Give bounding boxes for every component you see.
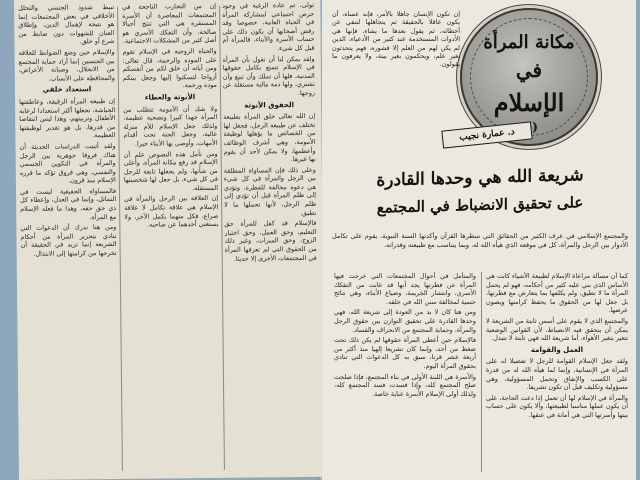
headline-line-2: على تحقيق الانضباط في المجتمع: [376, 193, 584, 217]
left-column-2: [122, 2, 221, 475]
paragraph: تولى، ثم عادة الرغبة في وجود حرص اجتماعي لمشاركة المرأة في الحياة العامة، خصوصا وقد رفض أصحابها أن يكون ذلك على حساب الأسرة والأبناء، فالمرأة أم قبل كل شيء.: [222, 0, 315, 53]
subheading: الأنوثة والعطاء: [144, 93, 196, 102]
paragraph: كما أن مسألة مراعاة الإسلام لطبيعة الأشياء كانت هي الأساس الذي بني عليه كثير من أحكامه، فهو لم يحمل المرأة ما لا تطيق، ولم يكلفها بما يتعارض مع فطرتها، بل جعل لها من الحقوق ما يحفظ كرامتها ويصون عرضها.: [486, 272, 628, 315]
right-page: [322, 0, 636, 480]
paragraph: والمجتمع الذي لا يقوم على أسس ثابتة من الشريعة لا يمكن أن يتحقق فيه الانضباط، لأن القوانين الوضعية تتغير بتغير الأهواء، أما شريعة الله فهي ثابتة لا تتبدل.: [486, 316, 628, 343]
paragraph: والمتأمل في أحوال المجتمعات التي خرجت فيها المرأة عن فطرتها يجد أنها قد عانت من التفكك الأسري، وانتشار الجريمة، وضياع الأبناء، وهي نتائج حتمية لمخالفة سنن الله في خلقه.: [334, 272, 476, 306]
paragraph: ولا شك أن الأمومة تتطلب من المرأة جهدا كبيرا وتضحية عظيمة، ولذلك جعل الإسلام للأم منزلة عالية، وجعل الجنة تحت أقدام الأمهات، وأوصى بها الأبناء خيرا.: [123, 104, 218, 148]
intro-text: إن تكون الإنسان جاهلا بالأمر، فإنه عساه، أن يكون عاقلا بالحقيقة ثم يتجاهلها لتنفي عن أخطائه، ثم يقول بعدها ما يشاء، فإنها هي الأدوات المستخدمة عند كثير من الأدعياء، الذين لم يكن لهم من العلم إلا قشوره، فهم يتحدثون بغير علم، ويحكمون بغير بينة، ولا يعرفون ما يقولون.: [332, 10, 460, 69]
paragraph: ولقد أثبتت الدراسات الحديثة أن هناك فروقا جوهرية بين الرجل والمرأة في التكوين الجسمي والنفسي، وهي فروق تؤكد ما قرره الإسلام منذ قرون.: [19, 141, 116, 185]
emblem-title-line: في: [515, 58, 543, 82]
paragraph: تبيط شذوذ الجنسي والتحلل الأخلاقي في بعض المجتمعات إنما هو نتيجة لإهمال الدين، وإطلاق العنان للشهوات دون ضابط من شرع أو خلق.: [18, 2, 115, 46]
lead-paragraph: والمجتمع الإسلامي في عرف الكثير من الحقائق التي سطرها القرآن وأكدتها السنة النبوية، يقوم على تكامل الأدوار بين الرجل والمرأة، كل في موقعه الذي هيأه الله له، وبما يتناسب مع طبيعته وقدراته.: [332, 232, 628, 249]
paragraph: إن الله تعالى خلق المرأة بطبيعة تختلف عن طبيعة الرجل، فجعل لها من الخصائص ما يؤهلها لوظيفة الأمومة، وهي أشرف الوظائف وأعظمها، ولا يمكن لأحد أن يقوم بها غيرها.: [223, 111, 316, 164]
subheading: الحقوق الأنوثة: [244, 100, 294, 110]
author-byline: د. عمارة نجيب: [441, 121, 532, 148]
subheading: استعداد خلقي: [42, 85, 92, 95]
subheading: العمل والقوامة: [530, 345, 584, 354]
headline-line-1: شريعة الله هي وحدها القادرة: [376, 165, 584, 191]
paragraph: ولقد جعل الإسلام القوامة للرجل لا تفضيلا له على المرأة في الإنسانية، وإنما لما هيأه الله له من قدرة على الكسب والإنفاق وتحمل المسؤولية، وهي مسؤولية وتكليف قبل أن تكون تشريفا.: [486, 357, 628, 392]
paragraph: ومن هنا كان لا بد من العودة إلى شريعة الله، فهي وحدها القادرة على تحقيق التوازن بين حقوق الرجل والمرأة، وحماية المجتمع من الانحراف والفساد.: [334, 308, 476, 334]
left-page: [14, 0, 325, 480]
paragraph: إن العلاقة بين الرجل والمرأة في الإسلام هي علاقة تكامل لا علاقة صراع، فكل منهما يكمل الآخر، ولا يستغني أحدهما عن صاحبه.: [124, 194, 219, 229]
paragraph: والحياة الزوجية في الإسلام تقوم على المودة والرحمة، قال تعالى: ومن آياته أن خلق لكم من أنفسكم أزواجا لتسكنوا إليها وجعل بينكم مودة ورحمة.: [122, 46, 217, 90]
paragraph: ومن هنا ندرك أن الدعوات التي تنادي بتحرير المرأة من أحكام الشريعة إنما تريد في الحقيقة أن تخرجها من كرامتها إلى الابتذال.: [20, 223, 117, 258]
paragraph: فالمساواة الحقيقية ليست في التماثل، وإنما في العدل، وإعطاء كل ذي حق حقه، وهذا ما فعله الإسلام مع المرأة.: [19, 186, 117, 221]
paragraph: ولقد يمكن لنا أن نقول بأن المرأة في الإسلام تتمتع بكامل حقوقها المدنية، فلها أن تملك وأن تبيع وأن تشتري، ولها ذمة مالية مستقلة عن زوجها.: [222, 54, 316, 97]
left-column-1: [222, 1, 319, 474]
paragraph: فالإسلام حين أعطى المرأة حقوقها لم يكن ذلك تحت ضغط من أحد، وإنما كان تشريعا إلهيا منذ أكثر من أربعة عشر قرنا، سبق به كل الدعوات التي تنادي بحقوق المرأة اليوم.: [334, 336, 476, 370]
column-divider: [481, 272, 482, 472]
emblem-title-line: الإسلام: [493, 88, 565, 117]
left-column-3: [18, 3, 119, 476]
right-column-2: [334, 272, 476, 474]
paragraph: إن من التجارب الناجحة في المجتمعات المعاصرة أن الأسرة المستقرة هي التي تنتج أجيالا صالحة، وأن التفكك الأسري هو أصل كثير من المشكلات الاجتماعية.: [122, 1, 217, 46]
paragraph: وعلى ذلك فإن المساواة المطلقة بين الرجل والمرأة في كل شيء هي دعوة مخالفة للفطرة، وتؤدي إلى ظلم المرأة قبل أن تؤدي إلى ظلم الرجل، لأنها تحملها ما لا تطيق.: [223, 165, 317, 217]
paragraph: والإسلام حين وضع الضوابط للعلاقة بين الجنسين إنما أراد حماية المجتمع من الانحلال، وصيانة الأعراض، والمحافظة على الأنساب.: [18, 47, 115, 83]
paragraph: والمرأة في الإسلام لها أن تعمل إذا دعت الحاجة، على أن يكون عملها مناسبا لطبيعتها، وألا يكون على حساب بيتها وأسرتها التي هي أمانة في عنقها.: [486, 393, 628, 419]
right-column-1: [486, 272, 628, 474]
paragraph: والأسرة هي اللبنة الأولى في بناء المجتمع، فإذا صلحت صلح المجتمع كله، وإذا فسدت فسد المجتمع كله، ولذلك أولى الإسلام الأسرة عناية خاصة.: [334, 372, 476, 398]
paragraph: إن طبيعة المرأة الرقيقة، وعاطفتها الجياشة، تجعلها أكثر استعدادا لرعاية الأطفال وتربيتهم، وهذا ليس انتقاصا من قدرها، بل هو تقدير لوظيفتها العظيمة.: [19, 96, 116, 140]
emblem-part-number: (: [532, 120, 538, 134]
emblem-title-line: مكانة المرأة: [483, 32, 575, 53]
paragraph: فالإسلام قد كفل للمرأة حق التعليم، وحق العمل، وحق اختيار الزوج، وحق الميراث، وغير ذلك من الحقوق التي لم تعرفها المرأة في المجتمعات الأخرى إلا حديثا.: [224, 219, 317, 263]
paragraph: ومن تأمل هذه النصوص علم أن الإسلام قد رفع مكانة المرأة، وأعلى من شأنها، ولم يجعلها تابعة للرجل في كل شيء، بل جعل لها شخصيتها المستقلة.: [123, 149, 219, 193]
